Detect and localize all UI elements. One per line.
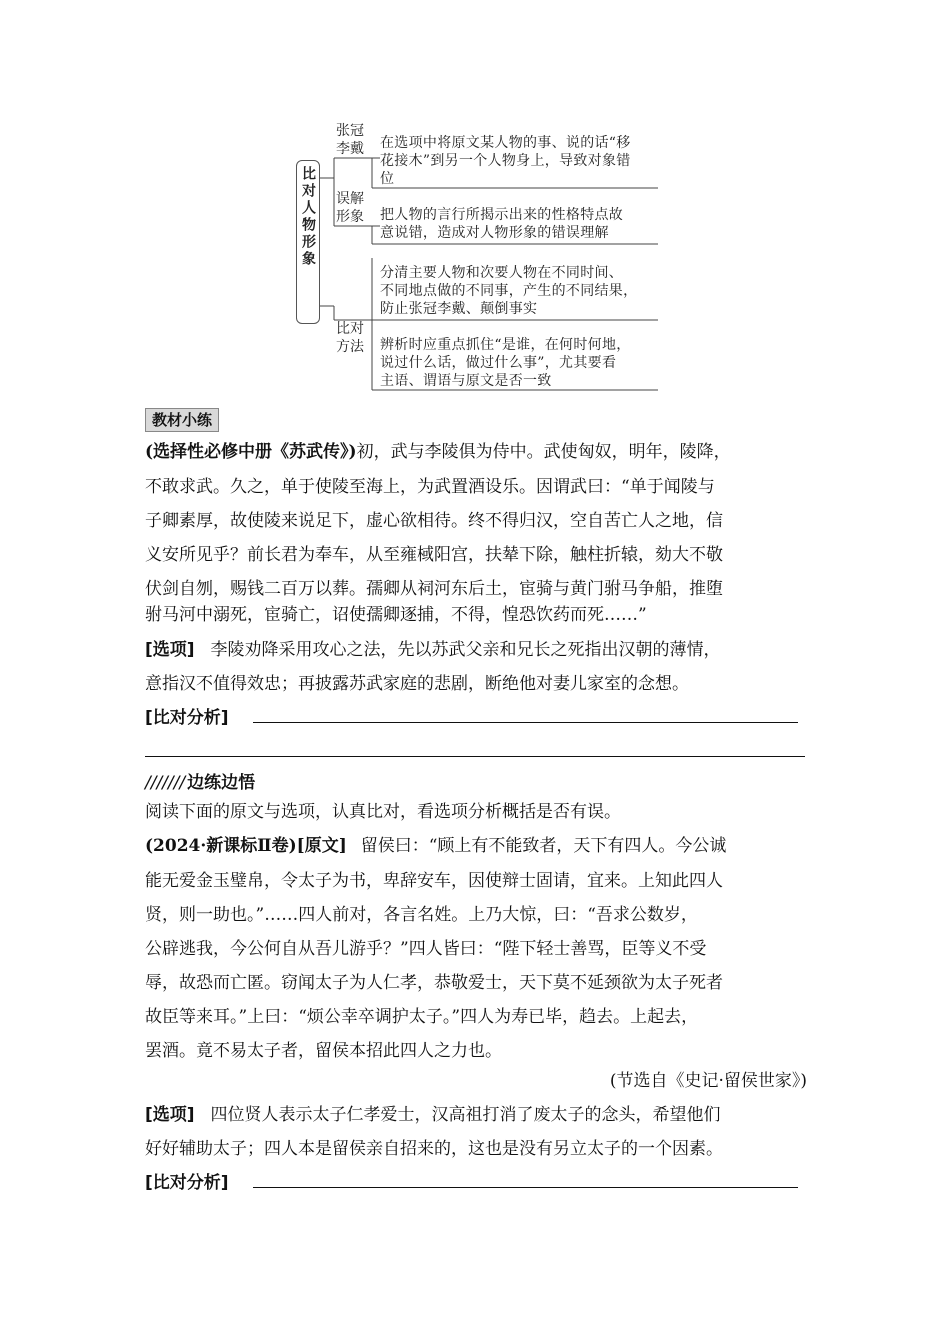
diagram-root-label: 比对人物形象 <box>300 166 316 268</box>
analysis1-label: [比对分析] <box>145 708 229 728</box>
label-biduifa-line1: 比对 <box>336 321 364 337</box>
passage1-text: 初，武与李陵俱为侍中。武使匈奴，明年，陵降， <box>356 442 731 462</box>
practice-tag: 教材小练 <box>145 408 219 432</box>
passage2-line-6: 故臣等来耳。”上曰：“烦公幸卒调护太子。”四人为寿已毕，趋去。上起去， <box>145 1007 699 1027</box>
diagram-root <box>296 160 320 324</box>
passage2-line-3: 贤，则一助也。”……四人前对，各言名姓。上乃大惊，曰：“吾求公数岁， <box>145 905 698 925</box>
option2-text: 四位贤人表示太子仁孝爱士，汉高祖打消了废太子的念头，希望他们 <box>210 1105 721 1125</box>
passage1-source: (选择性必修中册《苏武传》) <box>145 442 357 462</box>
diagram-text-4 <box>380 336 660 390</box>
passage1-line-3: 子卿素厚，故使陵来说足下，虚心欲相待。终不得归汉，空自苦亡人之地，信 <box>145 511 723 531</box>
option1-line-1 <box>145 636 835 664</box>
label-wujie <box>336 190 372 226</box>
diagram-text-1 <box>380 134 660 188</box>
diagram-text-3-line1: 分清主要人物和次要人物在不同时间、 <box>380 265 624 281</box>
analysis2-answer-line[interactable] <box>253 1187 798 1188</box>
label-wujie-line1: 误解 <box>336 191 364 207</box>
label-zhangguan-line1: 张冠 <box>336 123 364 139</box>
diagram-text-2-line1: 把人物的言行所揭示出来的性格特点故 <box>380 207 624 223</box>
diagram-text-4-line2: 说过什么话，做过什么事”，尤其要看 <box>380 355 617 371</box>
option1-text: 李陵劝降采用攻心之法，先以苏武父亲和兄长之死指出汉朝的薄情， <box>210 640 721 660</box>
section-title: 边练边悟 <box>187 773 256 793</box>
comparison-diagram <box>290 118 670 403</box>
option2-label: [选项] <box>145 1105 195 1125</box>
passage2-citation: (节选自《史记·留侯世家》) <box>609 1071 807 1091</box>
label-zhangguan <box>336 122 372 158</box>
passage2-source: (2024·新课标Ⅱ卷)[原文] <box>145 836 347 856</box>
analysis1-answer-line-1[interactable] <box>253 722 798 723</box>
analysis1-answer-line-2[interactable] <box>145 756 805 757</box>
passage1-line-5: 伏剑自刎，赐钱二百万以葬。孺卿从祠河东后土，宦骑与黄门驸马争船，推堕 <box>145 579 723 599</box>
label-biduifa-line2: 方法 <box>336 339 364 355</box>
diagram-text-2-line2: 意说错，造成对人物形象的错误理解 <box>380 225 609 241</box>
passage2-line-5: 辱，故恐而亡匿。窃闻太子为人仁孝，恭敬爱士，天下莫不延颈欲为太子死者 <box>145 973 723 993</box>
option2-line-2: 好好辅助太子；四人本是留侯亲自招来的，这也是没有另立太子的一个因素。 <box>145 1139 723 1159</box>
section-heading <box>145 768 255 793</box>
passage2-line-7: 罢酒。竟不易太子者，留侯本招此四人之力也。 <box>145 1041 502 1061</box>
diagram-text-1-line3: 位 <box>380 171 395 187</box>
diagram-text-2 <box>380 206 660 242</box>
diagram-text-1-line2: 花接木”到另一个人物身上，导致对象错 <box>380 153 631 169</box>
passage1-line-4: 义安所见乎？前长君为奉车，从至雍棫阳宫，扶辇下除，触柱折辕，劾大不敬 <box>145 545 723 565</box>
passage1-line-2: 不敢求武。久之，单于使陵至海上，为武置酒设乐。因谓武曰：“单于闻陵与 <box>145 477 715 497</box>
passage2-line-4: 公辟逃我，今公何自从吾儿游乎？”四人皆曰：“陛下轻士善骂，臣等义不受 <box>145 939 707 959</box>
label-zhangguan-line2: 李戴 <box>336 141 364 157</box>
diagram-text-3-line2: 不同地点做的不同事，产生的不同结果， <box>380 283 638 299</box>
diagram-text-4-line1: 辨析时应重点抓住“是谁，在何时何地， <box>380 337 631 353</box>
passage2-text: 留侯曰：“顾上有不能致者，天下有四人。今公诚 <box>360 836 727 856</box>
option2-line-1 <box>145 1101 835 1129</box>
section-slashes: /////// <box>145 773 186 793</box>
label-biduifa <box>336 320 372 356</box>
diagram-text-3-line3: 防止张冠李戴、颠倒事实 <box>380 301 538 317</box>
passage1-line-6: 驸马河中溺死，宦骑亡，诏使孺卿逐捕，不得，惶恐饮药而死……” <box>145 605 647 625</box>
passage2-line-1 <box>145 832 835 860</box>
diagram-text-4-line3: 主语、谓语与原文是否一致 <box>380 373 552 389</box>
analysis2-label: [比对分析] <box>145 1173 229 1193</box>
passage2-line-2: 能无爱金玉璧帛，令太子为书，卑辞安车，因使辩士固请，宜来。上知此四人 <box>145 871 723 891</box>
diagram-text-3 <box>380 264 660 318</box>
label-wujie-line2: 形象 <box>336 209 364 225</box>
passage1-line-1 <box>145 438 835 466</box>
option1-label: [选项] <box>145 640 195 660</box>
option1-line-2: 意指汉不值得效忠；再披露苏武家庭的悲剧，断绝他对妻儿家室的念想。 <box>145 674 689 694</box>
instruction: 阅读下面的原文与选项，认真比对，看选项分析概括是否有误。 <box>145 802 621 822</box>
diagram-text-1-line1: 在选项中将原文某人物的事、说的话“移 <box>380 135 631 151</box>
